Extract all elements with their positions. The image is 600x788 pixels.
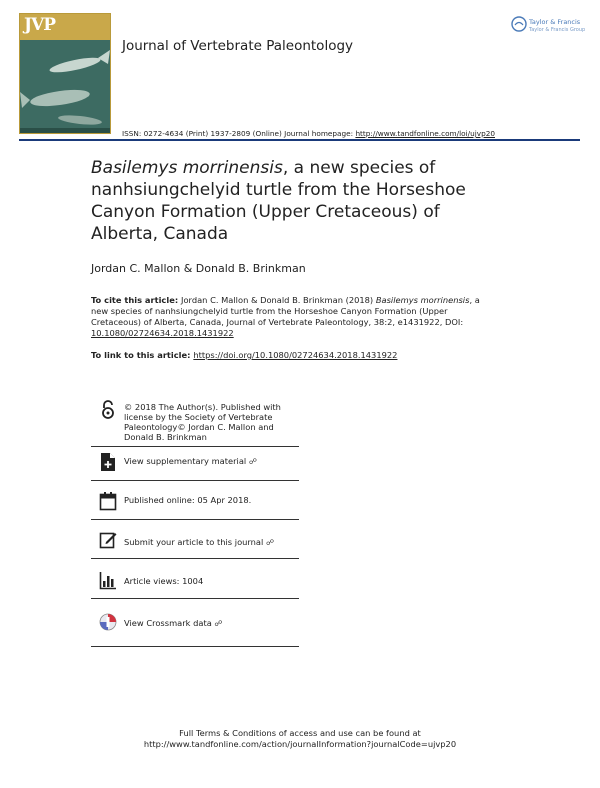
submit-link[interactable] <box>124 537 299 548</box>
external-link-icon: ☍ <box>265 538 275 547</box>
journal-cover-thumbnail <box>19 13 111 134</box>
external-link-icon: ☍ <box>214 619 223 628</box>
license-box <box>91 400 299 447</box>
journal-name: Journal of Vertebrate Paleontology <box>122 38 354 54</box>
published-date: Published online: 05 Apr 2018. <box>124 495 252 505</box>
crossmark-label: View Crossmark data <box>124 618 212 628</box>
article-doi-url[interactable]: https://doi.org/10.1080/02724634.2018.1431922 <box>193 350 398 360</box>
license-text: © 2018 The Author(s). Published with license by the Society of Vertebrate Paleontology© Jordan C. Mallon and Donald B. Brinkman <box>124 402 281 442</box>
footer-terms-text: Full Terms & Conditions of access and use can be found at <box>179 728 421 738</box>
publisher-logo-text: Taylor & Francis <box>529 18 581 26</box>
header-divider <box>19 139 580 141</box>
citation-species: Basilemys morrinensis <box>375 295 470 305</box>
submit-label: Submit your article to this journal <box>124 537 264 547</box>
supplementary-label: View supplementary material <box>124 456 247 466</box>
article-authors: Jordan C. Mallon & Donald B. Brinkman <box>91 262 306 275</box>
bar-chart-icon <box>99 570 117 590</box>
issn-line <box>122 129 495 138</box>
citation-doi-link[interactable]: 10.1080/02724634.2018.1431922 <box>91 328 234 338</box>
edit-icon <box>99 530 117 550</box>
citation-details: , a new species of nanhsiungchelyid turtle from the Horseshoe Canyon Formation (Upper Cretaceous) of Alberta, Canada, Journal of Vertebrate Paleontology, 38:2, e1431922, DOI: <box>91 295 480 327</box>
citation-block <box>91 295 491 339</box>
cover-title: JVP <box>24 15 56 35</box>
article-title-species: Basilemys morrinensis <box>91 158 283 178</box>
crossmark-box[interactable] <box>91 610 299 647</box>
article-title-rest: , a new species of nanhsiungchelyid turtle from the Horseshoe Canyon Formation (Upper Cretaceous) of Alberta, Canada <box>91 158 466 244</box>
external-link-icon: ☍ <box>248 457 257 466</box>
views-box <box>91 570 299 599</box>
publisher-logo <box>511 16 589 40</box>
article-link-label: To link to this article: <box>91 350 194 360</box>
published-box <box>91 491 299 520</box>
crossmark-icon <box>99 612 117 632</box>
citation-authors: Jordan C. Mallon & Donald B. Brinkman (2018) <box>181 295 376 305</box>
supplementary-box[interactable] <box>91 452 299 481</box>
article-link-line <box>91 350 397 360</box>
footer-terms-link[interactable]: http://www.tandfonline.com/action/journalInformation?journalCode=ujvp20 <box>143 739 457 749</box>
open-access-icon <box>99 400 117 420</box>
crossmark-link[interactable] <box>124 618 299 629</box>
calendar-icon <box>99 491 117 511</box>
submit-box[interactable] <box>91 530 299 559</box>
document-plus-icon <box>99 452 117 472</box>
journal-homepage-link[interactable]: http://www.tandfonline.com/loi/ujvp20 <box>355 129 495 138</box>
article-views: Article views: 1004 <box>124 576 204 586</box>
cover-fossil-fish-illustration <box>20 40 111 134</box>
footer <box>0 728 600 750</box>
publisher-logo-icon <box>511 16 527 32</box>
issn-text: ISSN: 0272-4634 (Print) 1937-2809 (Online) Journal homepage: <box>122 129 356 138</box>
publisher-logo-tagline: Taylor & Francis Group <box>529 27 586 33</box>
article-title <box>91 157 511 245</box>
citation-label: To cite this article: <box>91 295 182 305</box>
supplementary-link[interactable] <box>124 456 299 467</box>
